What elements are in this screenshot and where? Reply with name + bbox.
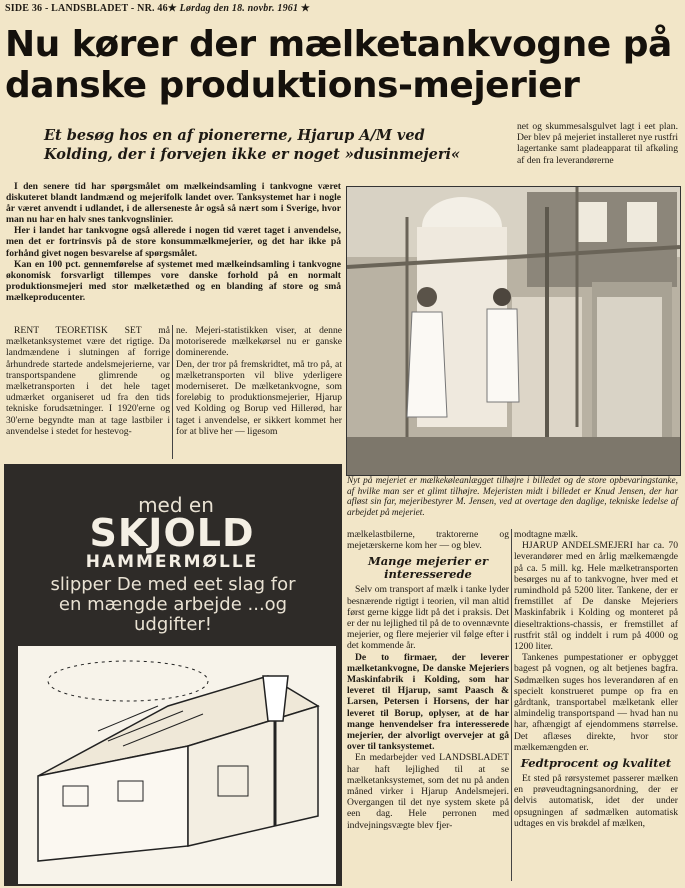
column-text: HJARUP ANDELSMEJERI har ca. 70 leverandører med en årlig mælkemængde på ca. 5 mill. kg. Hele mælketransporten besørges nu af to tankvogne, hver med et rumindhold på 5200 liter. Tankene, der er fremstillet af De danske Mejeriers Maskinfabrik i Kolding og monteret på dieseltraktions-chassis, er fremstillet af rustfrit stål og inddelt i rum på 4000 og 1200 liter. [514,540,678,653]
dairy-interior-image [347,187,680,475]
subheadline: Et besøg hos en af pionererne, Hjarup A/M ved Kolding, der i forvejen ikke er noget »dusinmejeri« [44,127,461,163]
lead-paragraphs [6,181,341,303]
farm-building-drawing [18,646,336,884]
page-header: SIDE 36 - LANDSBLADET - NR. 46★ Lørdag den 18. novbr. 1961 ★ [5,3,311,14]
lead-paragraph: Kan en 100 pct. gennemførelse af systemet med mælkeindsamling i tankvogne økonomisk forsvarligt tillempes vore danske forhold på en normalt produktionsmejeri med stor mælketæthed og en blanding af store og små mælkeproducenter. [6,258,341,303]
article-column-2 [176,325,342,437]
article-column-1 [6,325,170,437]
photo-caption: Nyt på mejeriet er mælkekøleanlægget tilhøjre i billedet og de store opbevaringstanke, af hvilke man ser et glimt tilhøjre. Mejeristen midt i billedet er Knud Jensen, der har afløst sin far, mejeribestyrer M. Jensen, ved at overtage den daglige, tekniske ledelse af arbejdet på mejeriet. [347,476,678,518]
article-column-3 [347,529,509,831]
section-heading: Fedtprocent og kvalitet [520,756,672,771]
header-date: Lørdag den 18. novbr. 1961 [179,3,299,14]
column-text: net og skummesalsgulvet lagt i eet plan. Der blev på mejeriet installeret nye rustfri lagertanke samt pladeapparat til afkøling af den fra leverandørerne [517,121,678,166]
lead-paragraph: I den senere tid har spørgsmålet om mælkeindsamling i tankvogne været diskuteret blandt landmænd og mejerifolk landet over. Tanksystemet har i nogle år været anvendt i udlandet, i de allerseneste år også så nært som i Sverige, hvor man nu har en halv snes tankvognslinier. [6,181,341,226]
column-text: Et sted på rørsystemet passerer mælken en prøveudtagningsanordning, der er delvis automatisk, idet der under opsugningen af sødmælken automatisk udtages en vis brøkdel af mælken, [514,773,678,829]
ad-farm-illustration [18,646,336,884]
column-text: modtagne mælk. [514,529,578,540]
column-text: En medarbejder ved LANDSBLADET har haft lejlighed til at se mælketanksystemet, som det nu på anden måned virker i Hjarup Andelsmejeri. Overgangen til det nye system skete på een dag. Hele perronen med indvejningsvægte blev fjer- [347,752,509,831]
ad-product: HAMMERMØLLE [85,552,259,572]
ad-slogan: slipper De med eet slag for en mængde arbejde ...og udgifter! [50,574,296,635]
column-divider [172,325,173,459]
column-text: RENT TEORETISK SET må mælketanksystemet være det rigtige. Da landmændene i slutningen af forrige århundrede startede andelsmejerierne, var transportspandene glimrende og mælketransporten i det hele taget udmærket organiseret ud fra den tids tekniske forudsætninger. I 1920'erne og 30'erne begyndte man at tage lastbiler i anvendelse i stedet for hestevog- [6,325,170,437]
column-text: Tankenes pumpestationer er opbygget bagest på vognen, og alt betjenes bagfra. Sødmælken suges hos leverandøren af en specielt konstrueret pumpe op fra en gårdtank, transportabel mælketank eller almindelig transportspand — hvad han nu har, afhængigt af ejendommens størrelse. Det aflæses direkte, hvor stor mælkemængden er. [514,652,678,753]
article-column-4 [514,529,678,829]
ad-brand: SKJOLD [89,511,255,555]
section-heading: Mange mejerier er interesserede [367,554,489,582]
article-column-right-top [517,121,678,166]
ad-line1: med en [138,493,214,517]
column-divider [511,529,512,881]
dairy-photo [346,186,681,476]
column-text: Selv om transport af mælk i tanke lyder besnærende rigtigt i teorien, vil man altid først gerne kigge lidt på det i praksis. Det er der nu lejlighed til på de to ovennævnte mejerier, og flere mejerier vil følge efter i det kommende år. [347,584,509,652]
column-text: mælkelastbilerne, traktorerne og mejetærskerne kom her — og blev. [347,529,509,552]
header-section: SIDE 36 - LANDSBLADET - NR. 46 [5,3,168,14]
column-text: De to firmaer, der leverer mælketankvogne, De danske Mejeriers Maskinfabrik i Kolding, som har leveret til Hjarup, samt Paasch & Larsen, Petersen i Horsens, der har leveret til Borup, oplyser, at de har mange henvendelser fra interesserede mejerier, der alvorligt overvejer at gå over til tanksystemet. [347,651,509,753]
column-text: ne. Mejeri-statistikken viser, at denne motoriserede mælkekørsel nu er ganske dominerende. Den, der tror på fremskridtet, må tro på, at mælketransporten vil blive yderligere moderniseret. De mælketankvogne, som foreløbig to produktionsmejerier, Hjarup ved Kolding og Borup ved Hillerød, har taget i anvendelse, er sikkert kommet her for at blive her — ligesom [176,325,342,437]
lead-paragraph: Her i landet har tankvogne også allerede i nogen tid været taget i anvendelse, men det er fortrinsvis på de store konsummælkmejerier, og det har ikke på forhånd givet nogen besvarelse af spørgsmålet. [6,225,341,259]
headline: Nu kører der mælketankvogne på danske produktions-mejerier [5,24,672,106]
